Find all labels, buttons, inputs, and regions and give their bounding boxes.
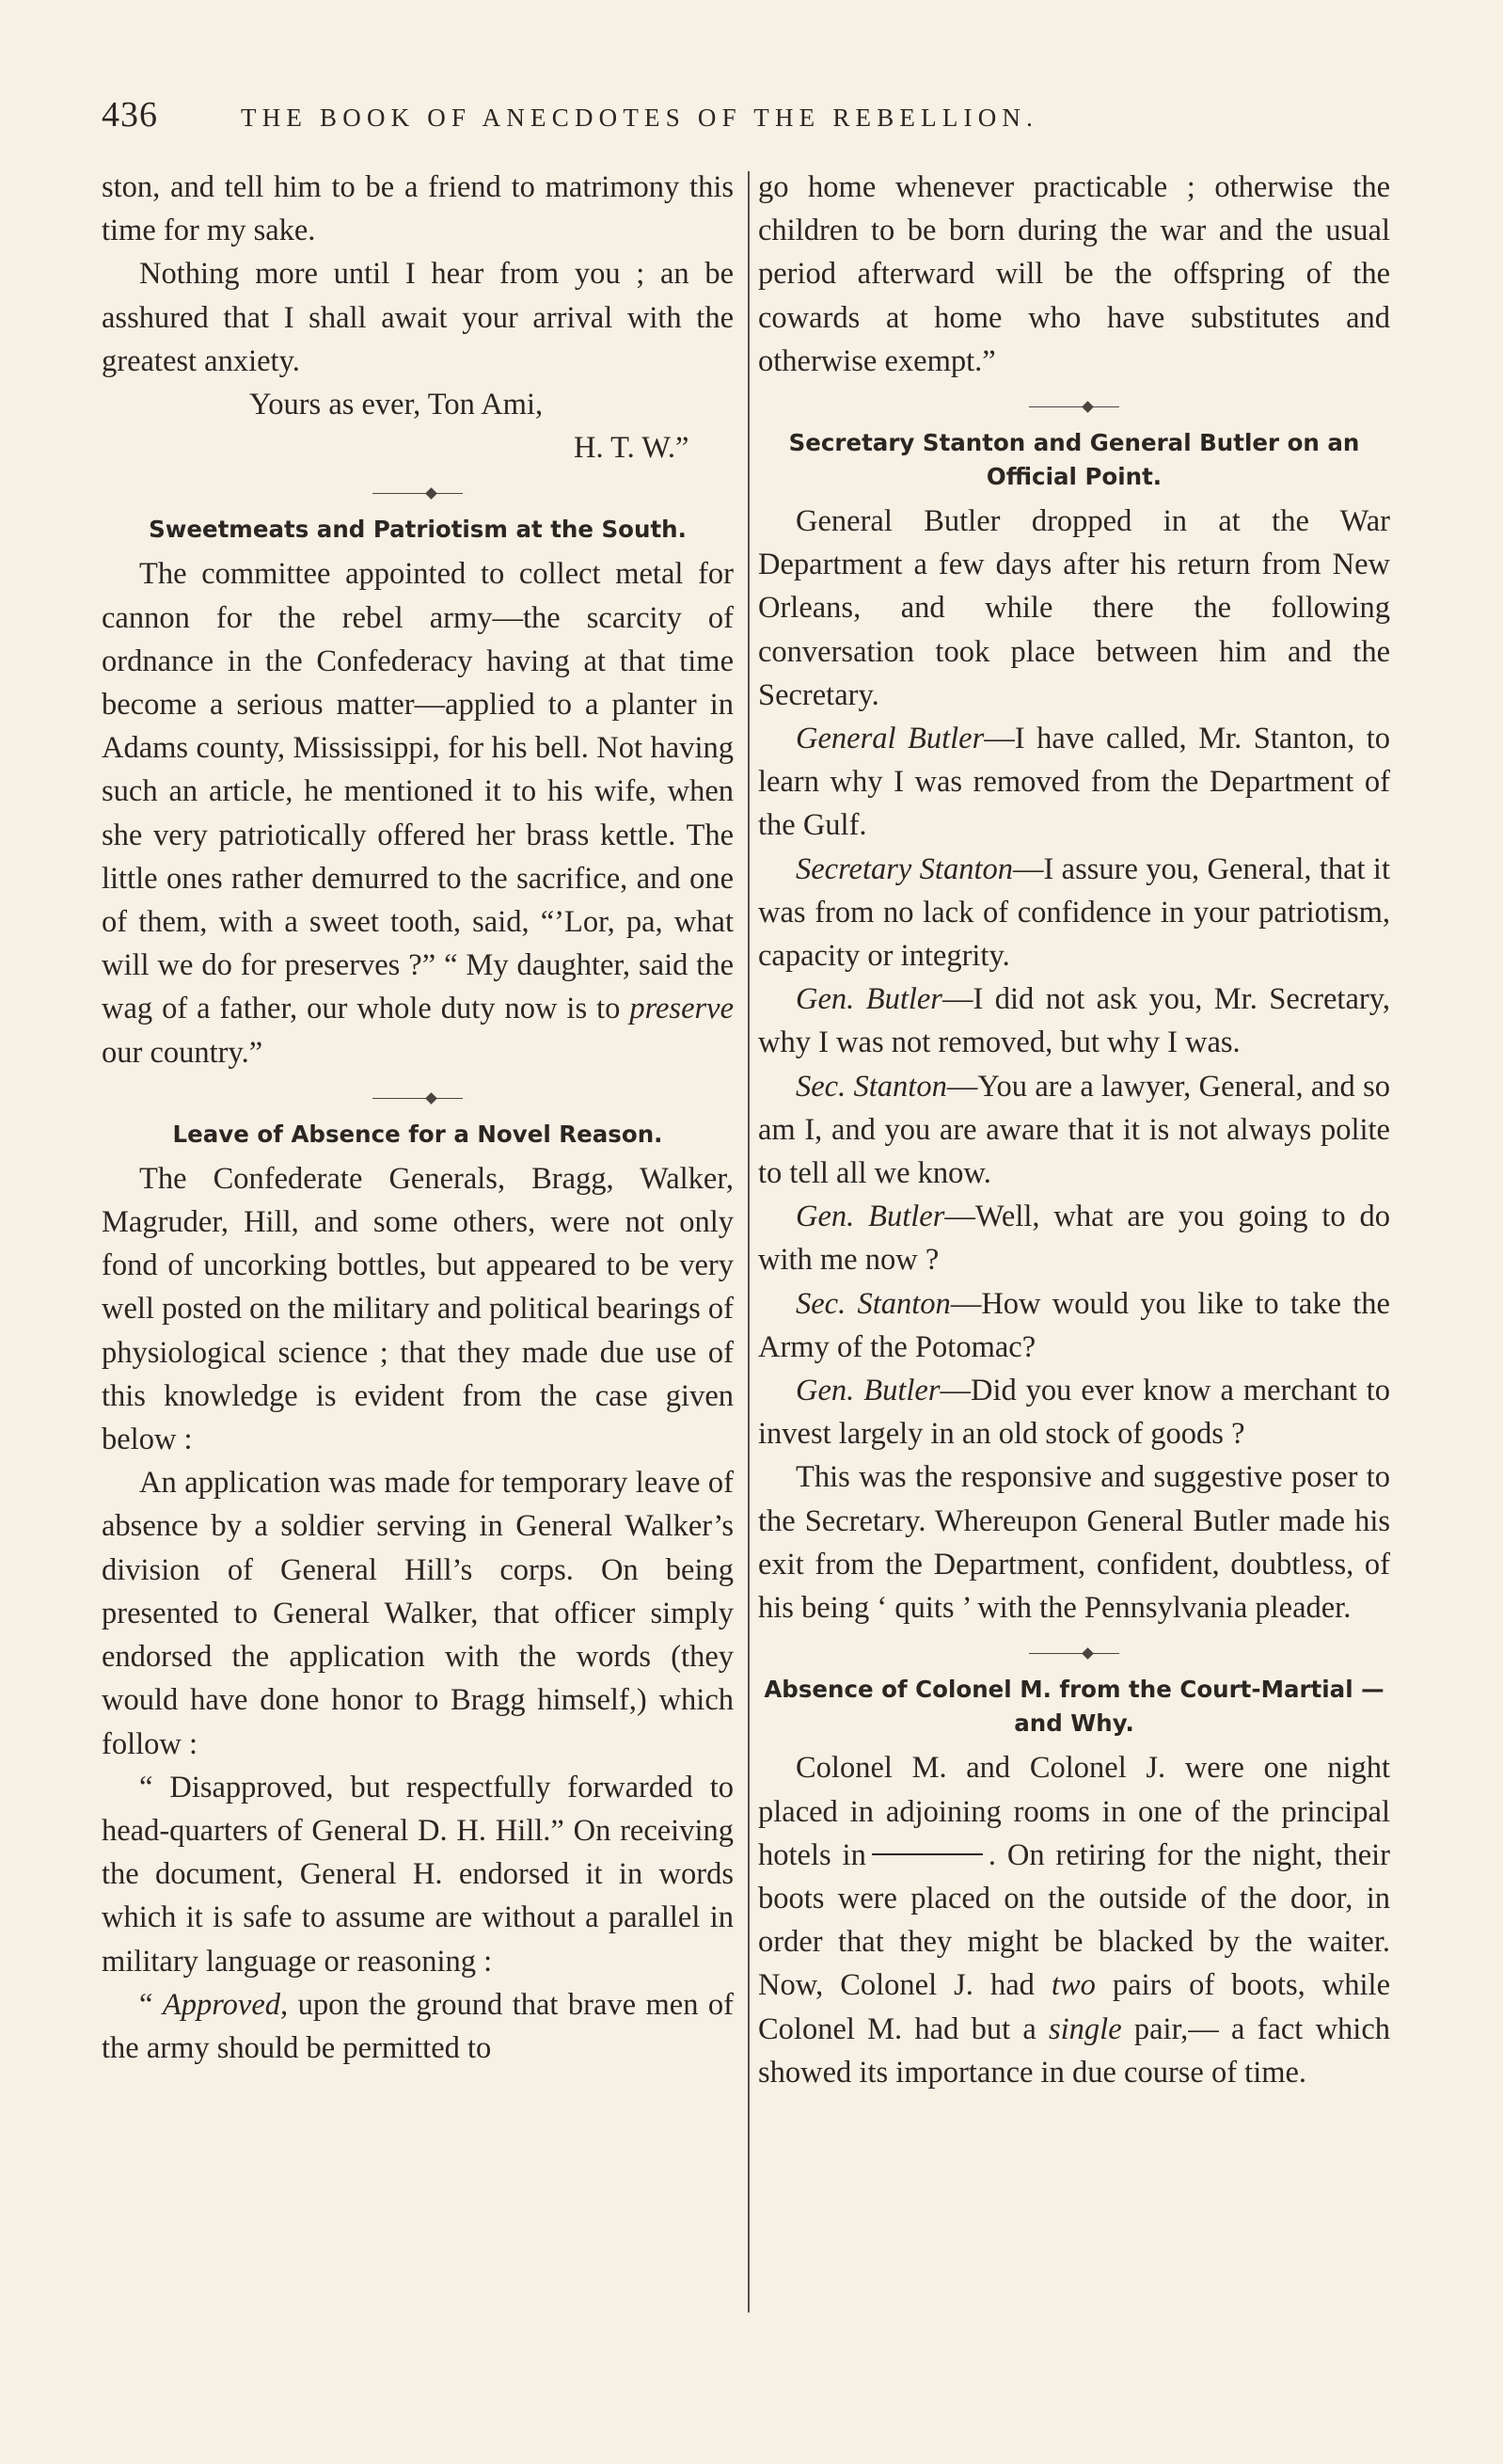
dialogue-text: —How would you like to take the Army of the Potomac? bbox=[758, 1286, 1390, 1364]
page-header bbox=[102, 94, 1400, 135]
speaker-name: Gen. Butler bbox=[796, 982, 942, 1017]
dialogue-text: —I did not ask you, Mr. Secretary, why I was not removed, but why I was. bbox=[758, 982, 1390, 1060]
section-separator bbox=[102, 475, 734, 511]
letter-signature: H. T. W.” bbox=[574, 431, 689, 466]
paragraph: General Butler dropped in at the War Department a few days after his return from New Orleans, and while there the following conversation took place between him and the Secretary. bbox=[758, 504, 1390, 712]
dialogue-line bbox=[758, 848, 1390, 978]
speaker-name: Secretary Stanton bbox=[796, 851, 1013, 886]
dialogue-line bbox=[758, 717, 1390, 848]
right-column bbox=[758, 166, 1390, 2094]
text-run: “ bbox=[139, 1987, 163, 2022]
section-separator bbox=[758, 389, 1390, 424]
emphasis: preserve bbox=[629, 992, 734, 1026]
speaker-name: General Butler bbox=[796, 722, 985, 756]
paragraph: ston, and tell him to be a friend to matrimony this time for my sake. bbox=[102, 170, 734, 248]
running-head: THE BOOK OF ANECDOTES OF THE REBELLION. bbox=[241, 103, 1039, 132]
text-run: The committee appointed to collect metal for cannon for the rebel army—the scarcity of ordnance in the Confederacy having at that time become a serious matter—applied to a planter in Adams county, Mississippi, for his bell. Not having such an article, he mentioned it to his wife, when she very patriotically offered her brass kettle. The little ones rather demurred to the sacrifice, and one of them, with a sweet tooth, said, “’Lor, pa, what will we do for preserves ?” “ My daughter, said the wag of a father, our whole duty now is to bbox=[102, 557, 734, 1026]
dialogue-line bbox=[758, 978, 1390, 1064]
dialogue-line bbox=[758, 1369, 1390, 1455]
speaker-name: Gen. Butler bbox=[796, 1200, 945, 1234]
emphasis: two bbox=[1051, 1968, 1096, 2003]
paragraph: The Confederate Generals, Bragg, Walker, Magruder, Hill, and some others, were not only fond of uncorking bottles, but appeared to be very well posted on the military and political bearings of physiological science ; that they made due use of this knowledge is evident from the case given below : bbox=[102, 1161, 734, 1457]
paragraph bbox=[102, 1983, 734, 2070]
dialogue-text: —Well, what are you going to do with me now ? bbox=[758, 1200, 1390, 1278]
text-run: upon the ground that brave men of the army should be permitted to bbox=[102, 1987, 734, 2065]
speaker-name: Sec. Stanton bbox=[796, 1286, 951, 1321]
left-column bbox=[102, 166, 734, 2070]
section-heading: Secretary Stanton and General Butler on an Official Point. bbox=[788, 429, 1360, 491]
letter-closing: Yours as ever, Ton Ami, bbox=[249, 388, 544, 422]
text-run: pairs of boots, while Colonel M. had but a bbox=[758, 1968, 1390, 2046]
dialogue-text: —Did you ever know a merchant to invest largely in an old stock of goods ? bbox=[758, 1374, 1390, 1452]
dialogue-line bbox=[758, 1065, 1390, 1196]
column-divider bbox=[748, 171, 750, 2313]
paragraph: This was the responsive and suggestive poser to the Secretary. Whereupon General Butler made his exit from the Department, confident, doubtless, of his being ‘ quits ’ with the Pennsylvania pleader. bbox=[758, 1460, 1390, 1626]
text-run: our country.” bbox=[102, 1035, 263, 1070]
blank-line bbox=[872, 1853, 983, 1855]
paragraph: go home whenever practicable ; otherwise the children to be born during the war and the usual period afterward will be the offspring of the cowards at home who have substitutes and otherwise exempt.” bbox=[758, 170, 1390, 378]
paragraph: Nothing more until I hear from you ; an be asshured that I shall await your arrival with the greatest anxiety. bbox=[102, 257, 734, 378]
speaker-name: Gen. Butler bbox=[796, 1374, 941, 1408]
text-run: pair,— a fact which showed its importance in due course of time. bbox=[758, 2011, 1390, 2090]
dialogue-line bbox=[758, 1195, 1390, 1281]
emphasis: single bbox=[1049, 2011, 1122, 2046]
paragraph bbox=[758, 1746, 1390, 2094]
speaker-name: Sec. Stanton bbox=[796, 1069, 947, 1104]
dialogue-text: —I assure you, General, that it was from no lack of confidence in your patriotism, capacity or integrity. bbox=[758, 851, 1390, 974]
paragraph: “ Disapproved, but respectfully forwarded to head-quarters of General D. H. Hill.” On receiving the document, General H. endorsed it in words which it is safe to assume are without a parallel in military language or reasoning : bbox=[102, 1770, 734, 1979]
section-separator bbox=[102, 1080, 734, 1116]
section-heading: Leave of Absence for a Novel Reason. bbox=[172, 1120, 663, 1148]
section-heading: Absence of Colonel M. from the Court-Martial —and Why. bbox=[764, 1676, 1384, 1738]
paragraph bbox=[102, 552, 734, 1073]
dialogue-line bbox=[758, 1282, 1390, 1369]
section-separator bbox=[758, 1635, 1390, 1671]
emphasis: Approved, bbox=[162, 1987, 289, 2022]
dialogue-text: —I have called, Mr. Stanton, to learn why I was removed from the Department of the Gulf. bbox=[758, 722, 1391, 843]
text-run: . On retiring for the night, their boots were placed on the outside of the door, in order that they might be blacked by the waiter. Now, Colonel J. had bbox=[758, 1837, 1390, 2003]
section-heading: Sweetmeats and Patriotism at the South. bbox=[149, 516, 687, 544]
dialogue-text: —You are a lawyer, General, and so am I, and you are aware that it is not always polite to tell all we know. bbox=[758, 1069, 1390, 1191]
paragraph: An application was made for temporary leave of absence by a soldier serving in General Walker’s division of General Hill’s corps. On being presented to General Walker, that officer simply endorsed the application with the words (they would have done honor to Bragg himself,) which follow : bbox=[102, 1466, 734, 1761]
text-run: Colonel M. and Colonel J. were one night placed in adjoining rooms in one of the principal hotels in bbox=[758, 1751, 1390, 1872]
page-number: 436 bbox=[102, 95, 158, 135]
